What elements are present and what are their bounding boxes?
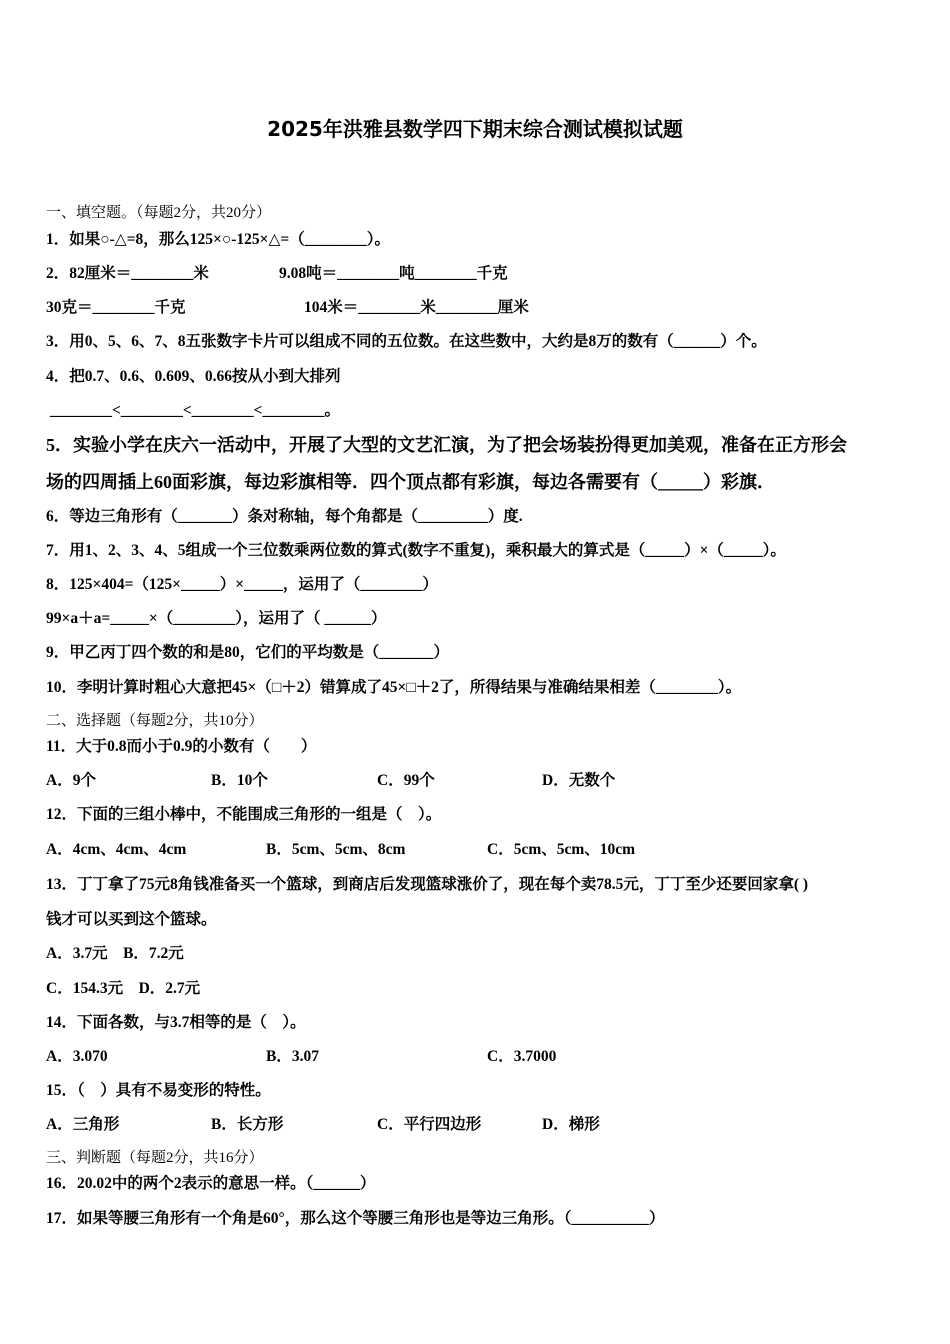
question-13-line1: 13．丁丁拿了75元8角钱准备买一个篮球，到商店后发现篮球涨价了，现在每个卖78.5元，丁丁至少还要回家拿( ) bbox=[46, 876, 809, 893]
question-8a: 8．125×404=（125×_____）×_____，运用了（________） bbox=[46, 576, 438, 593]
question-3: 3．用0、5、6、7、8五张数字卡片可以组成不同的五位数。在这些数中，大约是8万的数有（______）个。 bbox=[46, 333, 767, 350]
question-2c: 30克＝________千克 bbox=[46, 299, 186, 316]
section-heading-choice: 二、选择题（每题2分，共10分） bbox=[46, 713, 264, 729]
question-2b: 9.08吨＝________吨________千克 bbox=[279, 265, 508, 282]
question-8b: 99×a＋a=_____×（________），运用了（ ______） bbox=[46, 610, 387, 627]
q11-option-b: B．10个 bbox=[211, 772, 268, 789]
q15-option-d: D．梯形 bbox=[542, 1116, 600, 1133]
question-11: 11．大于0.8而小于0.9的小数有（ ） bbox=[46, 738, 317, 755]
section-heading-fill-blank: 一、填空题。（每题2分，共20分） bbox=[46, 205, 272, 221]
q15-option-b: B．长方形 bbox=[211, 1116, 284, 1133]
question-5-line1: 5．实验小学在庆六一活动中，开展了大型的文艺汇演，为了把会场装扮得更加美观，准备在正方形会 bbox=[46, 435, 847, 455]
q12-option-c: C．5cm、5cm、10cm bbox=[487, 841, 636, 858]
q15-option-c: C．平行四边形 bbox=[377, 1116, 482, 1133]
q14-option-b: B．3.07 bbox=[266, 1048, 319, 1065]
question-2a: 2．82厘米＝________米 bbox=[46, 265, 209, 282]
question-2d: 104米＝________米________厘米 bbox=[304, 299, 529, 316]
question-4-blanks: ________<________<________<________。 bbox=[50, 402, 340, 419]
question-13-line2: 钱才可以买到这个篮球。 bbox=[46, 911, 217, 928]
question-10: 10．李明计算时粗心大意把45×（□＋2）错算成了45×□＋2了，所得结果与准确结果相差（________）。 bbox=[46, 679, 742, 696]
q15-option-a: A．三角形 bbox=[46, 1116, 120, 1133]
q12-option-b: B．5cm、5cm、8cm bbox=[266, 841, 406, 858]
q14-option-c: C．3.7000 bbox=[487, 1048, 557, 1065]
question-14: 14．下面各数，与3.7相等的是（ ）。 bbox=[46, 1014, 306, 1031]
question-1: 1．如果○-△=8，那么125×○-125×△=（________）。 bbox=[46, 231, 390, 248]
question-12: 12．下面的三组小棒中，不能围成三角形的一组是（ ）。 bbox=[46, 806, 442, 823]
q13-options-ab: A．3.7元 B．7.2元 bbox=[46, 945, 184, 962]
question-16: 16．20.02中的两个2表示的意思一样。（______） bbox=[46, 1175, 376, 1192]
page-title: 2025年洪雅县数学四下期末综合测试模拟试题 bbox=[267, 117, 683, 141]
q11-option-c: C．99个 bbox=[377, 772, 435, 789]
q13-options-cd: C．154.3元 D．2.7元 bbox=[46, 980, 201, 997]
section-heading-judge: 三、判断题（每题2分，共16分） bbox=[46, 1150, 264, 1166]
q12-option-a: A．4cm、4cm、4cm bbox=[46, 841, 187, 858]
question-15: 15．（ ）具有不易变形的特性。 bbox=[46, 1082, 271, 1099]
q11-option-d: D．无数个 bbox=[542, 772, 616, 789]
question-17: 17．如果等腰三角形有一个角是60°，那么这个等腰三角形也是等边三角形。（__________） bbox=[46, 1210, 665, 1227]
q11-option-a: A．9个 bbox=[46, 772, 96, 789]
question-4: 4．把0.7、0.6、0.609、0.66按从小到大排列 bbox=[46, 368, 341, 385]
q14-option-a: A．3.070 bbox=[46, 1048, 108, 1065]
question-9: 9．甲乙丙丁四个数的和是80，它们的平均数是（_______） bbox=[46, 644, 450, 661]
question-5-line2: 场的四周插上60面彩旗，每边彩旗相等．四个顶点都有彩旗，每边各需要有（_____）彩旗． bbox=[46, 472, 775, 492]
question-7: 7．用1、2、3、4、5组成一个三位数乘两位数的算式(数字不重复)，乘积最大的算式是（_____）×（_____）。 bbox=[46, 542, 786, 559]
question-6: 6．等边三角形有（_______）条对称轴，每个角都是（_________）度. bbox=[46, 508, 523, 525]
